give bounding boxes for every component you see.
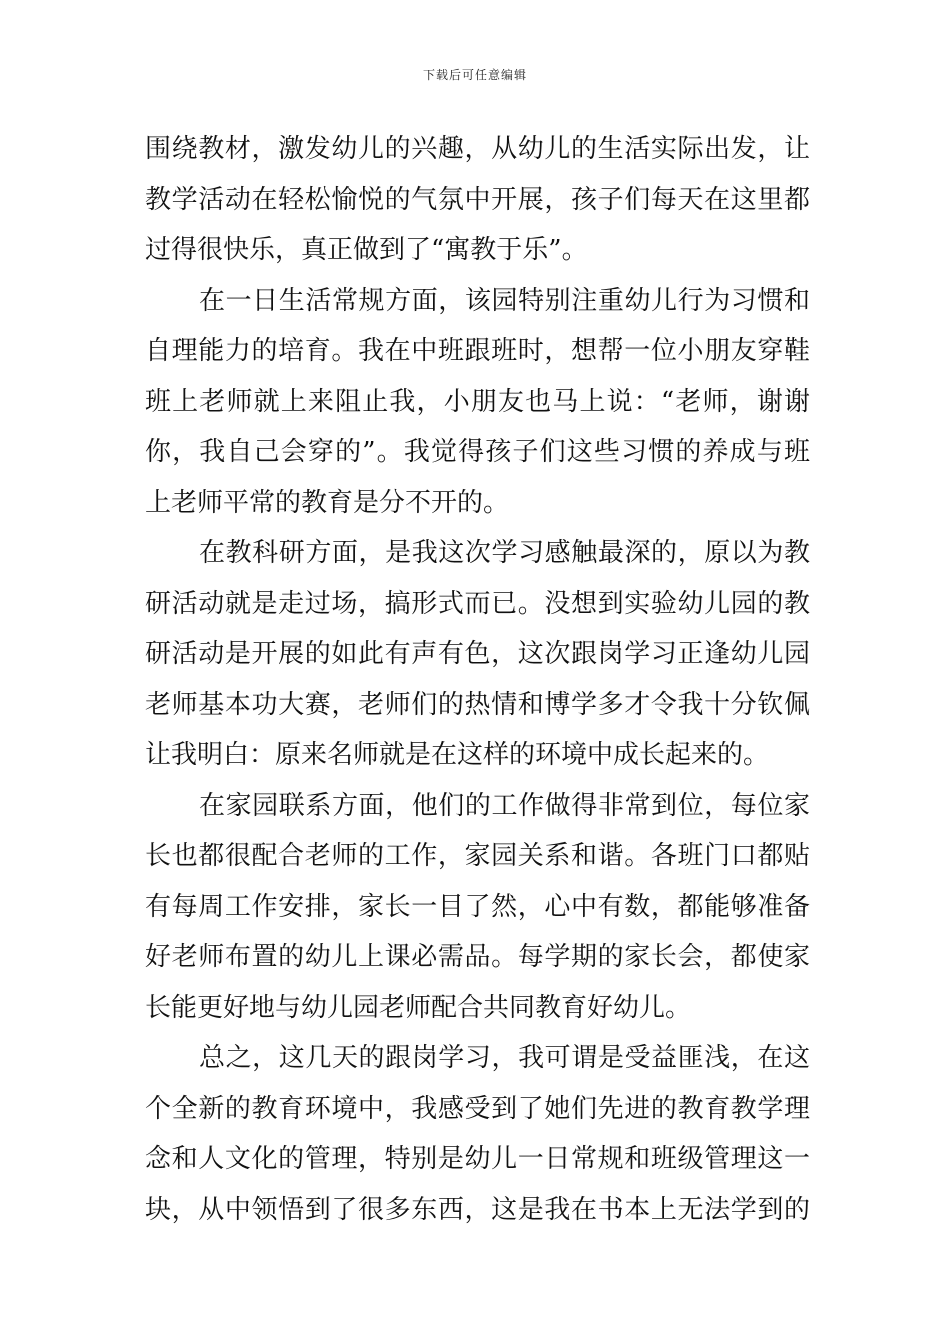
text-line: 在家园联系方面，他们的工作做得非常到位，每位家 <box>199 790 810 821</box>
text-line: 个全新的教育环境中，我感受到了她们先进的教育教学理 <box>145 1093 810 1124</box>
text-line: 你，我自己会穿的”。我觉得孩子们这些习惯的养成与班 <box>145 437 810 467</box>
text-line: 研活动就是走过场，搞形式而已。没想到实验幼儿园的教 <box>145 588 810 619</box>
page-header: 下载后可任意编辑 <box>422 68 527 82</box>
text-line: 总之，这几天的跟岗学习，我可谓是受益匪浅，在这 <box>199 1043 810 1073</box>
text-line: 好老师布置的幼儿上课必需品。每学期的家长会，都使家 <box>145 942 810 972</box>
text-line: 上老师平常的教育是分不开的。 <box>145 487 510 518</box>
text-line: 念和人文化的管理，特别是幼儿一日常规和班级管理这一 <box>145 1144 810 1174</box>
text-line: 自理能力的培育。我在中班跟班时，想帮一位小朋友穿鞋 <box>145 336 810 366</box>
text-line: 研活动是开展的如此有声有色，这次跟岗学习正逢幼儿园 <box>145 639 810 669</box>
text-line: 块，从中领悟到了很多东西，这是我在书本上无法学到的 <box>145 1194 810 1225</box>
text-line: 让我明白：原来名师就是在这样的环境中成长起来的。 <box>145 740 770 770</box>
text-line: 教学活动在轻松愉悦的气氛中开展，孩子们每天在这里都 <box>145 184 810 215</box>
text-line: 过得很快乐，真正做到了“寓教于乐”。 <box>145 235 588 265</box>
text-line: 长也都很配合老师的工作，家园关系和谐。各班门口都贴 <box>145 841 810 871</box>
text-line: 长能更好地与幼儿园老师配合共同教育好幼儿。 <box>145 992 692 1023</box>
text-line: 有每周工作安排，家长一目了然，心中有数，都能够准备 <box>145 891 810 922</box>
text-line: 围绕教材，激发幼儿的兴趣，从幼儿的生活实际出发，让 <box>145 134 810 164</box>
document-body <box>145 124 810 1235</box>
text-line: 在教科研方面，是我这次学习感触最深的，原以为教 <box>199 538 810 568</box>
text-line: 老师基本功大赛，老师们的热情和博学多才令我十分钦佩 <box>145 689 810 720</box>
text-line: 在一日生活常规方面，该园特别注重幼儿行为习惯和 <box>199 285 810 316</box>
text-line: 班上老师就上来阻止我，小朋友也马上说：“老师，谢谢 <box>145 386 810 417</box>
